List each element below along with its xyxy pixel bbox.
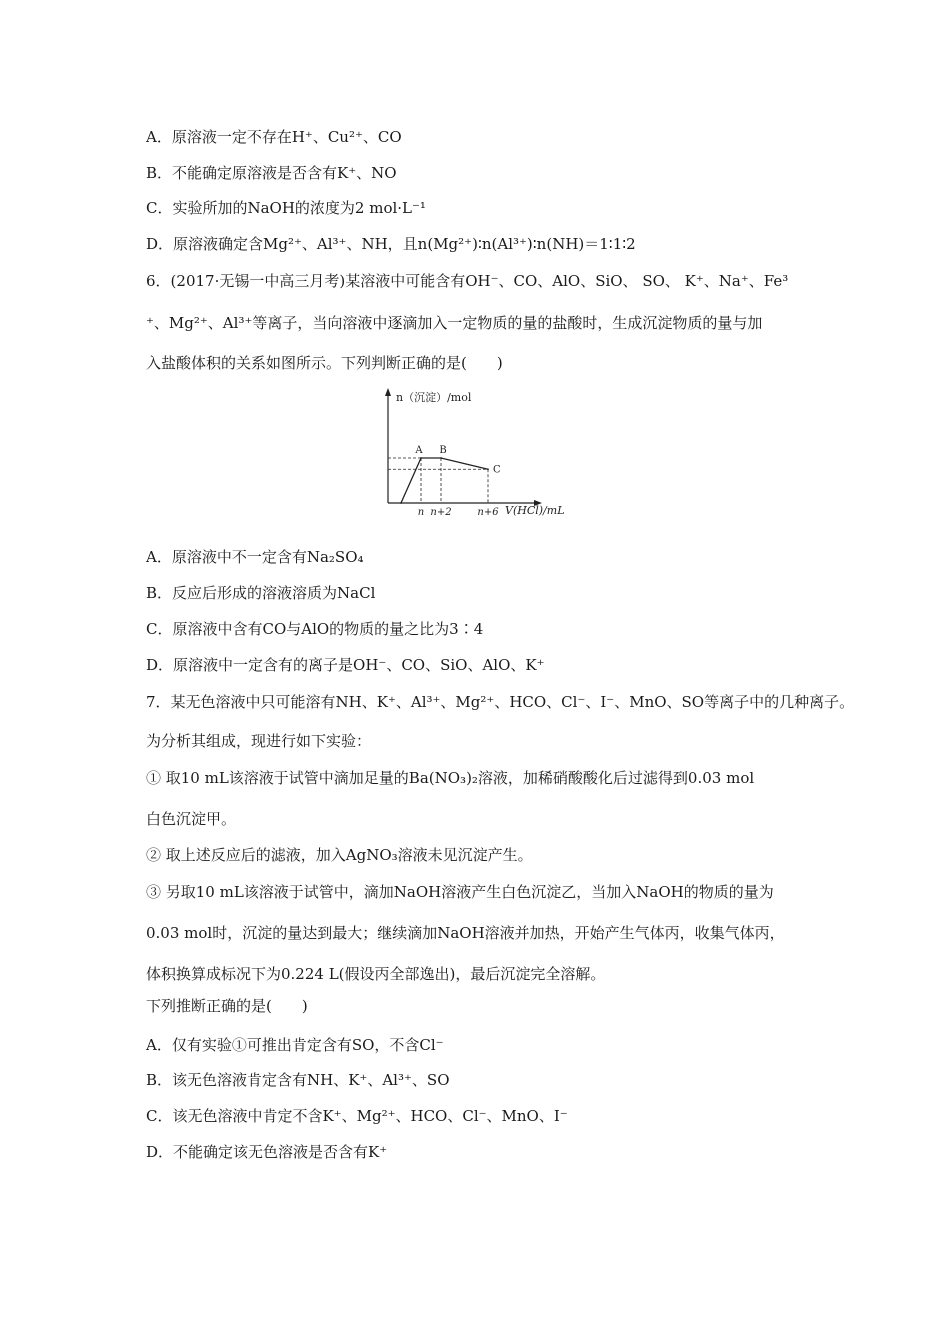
point-label-C: C (493, 464, 501, 476)
precipitate-chart (350, 385, 590, 520)
q7-exp2: ② 取上述反应后的滤液，加入AgNO₃溶液未见沉淀产生。 (146, 846, 533, 864)
x-tick-label-0: n (417, 507, 425, 518)
q7-option-c: C．该无色溶液中肯定不含K⁺、Mg²⁺、HCO、Cl⁻、MnO、I⁻ (146, 1107, 568, 1125)
q7-exp1-line2: 白色沉淀甲。 (146, 810, 237, 828)
x-axis-label: V(HCl)/mL (505, 504, 565, 517)
x-tick-label-1: n+2 (430, 507, 452, 518)
y-axis-arrow (385, 388, 391, 396)
q5-option-a: A．原溶液一定不存在H⁺、Cu²⁺、CO (146, 128, 402, 146)
q7-option-b: B．该无色溶液肯定含有NH、K⁺、Al³⁺、SO (146, 1071, 450, 1089)
q5-option-c: C．实验所加的NaOH的浓度为2 mol·L⁻¹ (146, 199, 426, 217)
q7-question: 下列推断正确的是( ) (146, 997, 308, 1015)
y-axis-label: n（沉淀）/mol (396, 391, 472, 404)
q6-stem-line1: 6．(2017·无锡一中高三月考)某溶液中可能含有OH⁻、CO、AlO、SiO、 SO、 K⁺、Na⁺、Fe³ (146, 272, 789, 290)
q7-stem-line2: 为分析其组成，现进行如下实验： (146, 732, 372, 750)
q7-exp3-line1: ③ 另取10 mL该溶液于试管中，滴加NaOH溶液产生白色沉淀乙，当加入NaOH的物质的量为 (146, 883, 774, 901)
q7-exp1-line1: ① 取10 mL该溶液于试管中滴加足量的Ba(NO₃)₂溶液，加稀硝酸酸化后过滤得到0.03 mol (146, 769, 755, 787)
q7-option-a: A．仅有实验①可推出肯定含有SO，不含Cl⁻ (146, 1036, 444, 1054)
q5-option-d: D．原溶液确定含Mg²⁺、Al³⁺、NH，且n(Mg²⁺)∶n(Al³⁺)∶n(NH)＝1∶1∶2 (146, 235, 636, 253)
q6-stem-line2: ⁺、Mg²⁺、Al³⁺等离子，当向溶液中逐滴加入一定物质的量的盐酸时，生成沉淀物质的量与加 (146, 314, 763, 332)
q6-option-c: C．原溶液中含有CO与AlO的物质的量之比为3∶4 (146, 620, 484, 638)
q7-exp3-line2: 0.03 mol时，沉淀的量达到最大；继续滴加NaOH溶液并加热，开始产生气体丙，收集气体丙， (146, 924, 785, 942)
series-point-0 (400, 502, 402, 504)
series-point-3 (487, 468, 489, 470)
point-label-A: A (415, 445, 423, 456)
q6-option-b: B．反应后形成的溶液溶质为NaCl (146, 584, 376, 602)
x-tick-label-2: n+6 (477, 507, 499, 518)
q6-stem-line3: 入盐酸体积的关系如图所示。下列判断正确的是( ) (146, 354, 503, 372)
q5-option-b: B．不能确定原溶液是否含有K⁺、NO (146, 164, 397, 182)
series-point-2 (440, 457, 442, 459)
q7-option-d: D．不能确定该无色溶液是否含有K⁺ (146, 1143, 388, 1161)
precipitate-series-line (401, 458, 488, 503)
q6-option-d: D．原溶液中一定含有的离子是OH⁻、CO、SiO、AlO、K⁺ (146, 656, 545, 674)
q7-exp3-line3: 体积换算成标况下为0.224 L(假设丙全部逸出)，最后沉淀完全溶解。 (146, 965, 606, 983)
series-point-1 (420, 457, 422, 459)
point-label-B: B (439, 445, 447, 456)
q6-option-a: A．原溶液中不一定含有Na₂SO₄ (146, 548, 364, 566)
q7-stem-line1: 7．某无色溶液中只可能溶有NH、K⁺、Al³⁺、Mg²⁺、HCO、Cl⁻、I⁻、MnO、SO等离子中的几种离子。 (146, 693, 855, 711)
